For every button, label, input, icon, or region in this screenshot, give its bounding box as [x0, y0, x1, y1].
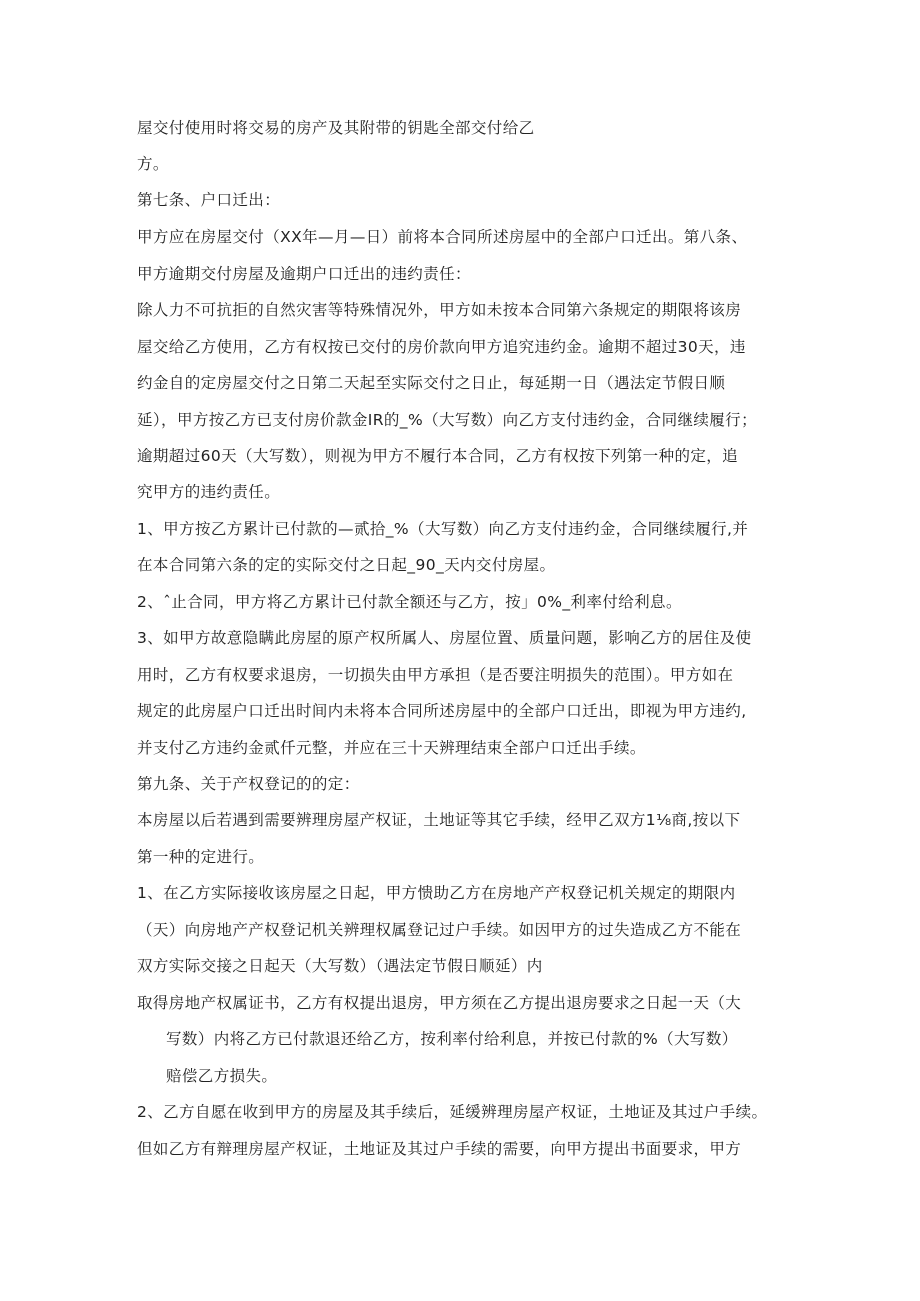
text-line: 屋交付使用时将交易的房产及其附带的钥匙全部交付给乙 — [137, 119, 535, 137]
text-line: 方。 — [137, 155, 169, 173]
text-line: 甲方逾期交付房屋及逾期户口迁出的违约责任： — [137, 265, 471, 283]
text-line: 在本合同第六条的定的实际交付之日起_90_天内交付房屋。 — [137, 556, 556, 574]
article-heading-9: 第九条、关于产权登记的的定： — [137, 775, 360, 793]
text-line: 双方实际交接之日起天（大写数）（遇法定节假日顺延）内 — [137, 957, 543, 975]
text-line: 写数）内将乙方已付款退还给乙方，按利率付给利息，并按已付款的%（大写数） — [166, 1030, 738, 1048]
article-heading-7: 第七条、户口迁出： — [137, 191, 281, 209]
text-line: 延），甲方按乙方已支付房价款金IR的_%（大写数）向乙方支付违约金，合同继续履行； — [137, 411, 757, 429]
text-line: 规定的此房屋户口迁出时间内未将本合同所述房屋中的全部户口迁出，即视为甲方违约, — [137, 702, 747, 720]
text-line: 本房屋以后若遇到需要辨理房屋产权证，土地证等其它手续，经甲乙双方1⅛商,按以下 — [137, 811, 741, 829]
text-line: 屋交给乙方使用，乙方有权按已交付的房价款向甲方追究违约金。逾期不超过30天，违 — [137, 338, 746, 356]
list-item: 2、ˆ止合同，甲方将乙方累计已付款全额还与乙方，按」0%_利率付给利息。 — [137, 593, 682, 611]
text-line: 究甲方的违约责任。 — [137, 483, 281, 501]
list-item: 1、在乙方实际接收该房屋之日起，甲方愦助乙方在房地产产权登记机关规定的期限内 — [137, 884, 736, 902]
text-line: 取得房地产权属证书，乙方有权提出退房，甲方须在乙方提出退房要求之日起一天（大 — [137, 994, 742, 1012]
text-line: 除人力不可抗拒的自然灾害等特殊情况外，甲方如未按本合同第六条规定的期限将该房 — [137, 301, 742, 319]
text-line: 甲方应在房屋交付（XX年—月—日）前将本合同所述房屋中的全部户口迁出。第八条、 — [137, 228, 748, 246]
list-item: 1、甲方按乙方累计已付款的—贰拾_%（大写数）向乙方支付违约金，合同继续履行,并 — [137, 520, 749, 538]
text-line: 约金自的定房屋交付之日第二天起至实际交付之日止，每延期一日（遇法定节假日顺 — [137, 374, 726, 392]
list-item: 2、乙方自愿在收到甲方的房屋及其手续后，延缓辨理房屋产权证，土地证及其过户手续。 — [137, 1103, 768, 1121]
text-line: 并支付乙方违约金贰仟元整，并应在三十天辨理结束全部户口迁出手续。 — [137, 739, 646, 757]
text-line: （天）向房地产产权登记机关辨理权属登记过户手续。如因甲方的过失造成乙方不能在 — [137, 921, 742, 939]
list-item: 3、如甲方故意隐瞒此房屋的原产权所属人、房屋位置、质量问题，影响乙方的居住及使 — [137, 629, 752, 647]
text-line: 逾期超过60天（大写数），则视为甲方不履行本合同，乙方有权按下列第一种的定，追 — [137, 447, 739, 465]
text-line: 第一种的定进行。 — [137, 848, 265, 866]
text-line: 赔偿乙方损失。 — [166, 1067, 278, 1085]
text-line: 用时，乙方有权要求退房，一切损失由甲方承担（是否要注明损失的范围）。甲方如在 — [137, 666, 734, 684]
text-line: 但如乙方有辩理房屋产权证，土地证及其过户手续的需要，向甲方提出书面要求，甲方 — [137, 1140, 742, 1158]
